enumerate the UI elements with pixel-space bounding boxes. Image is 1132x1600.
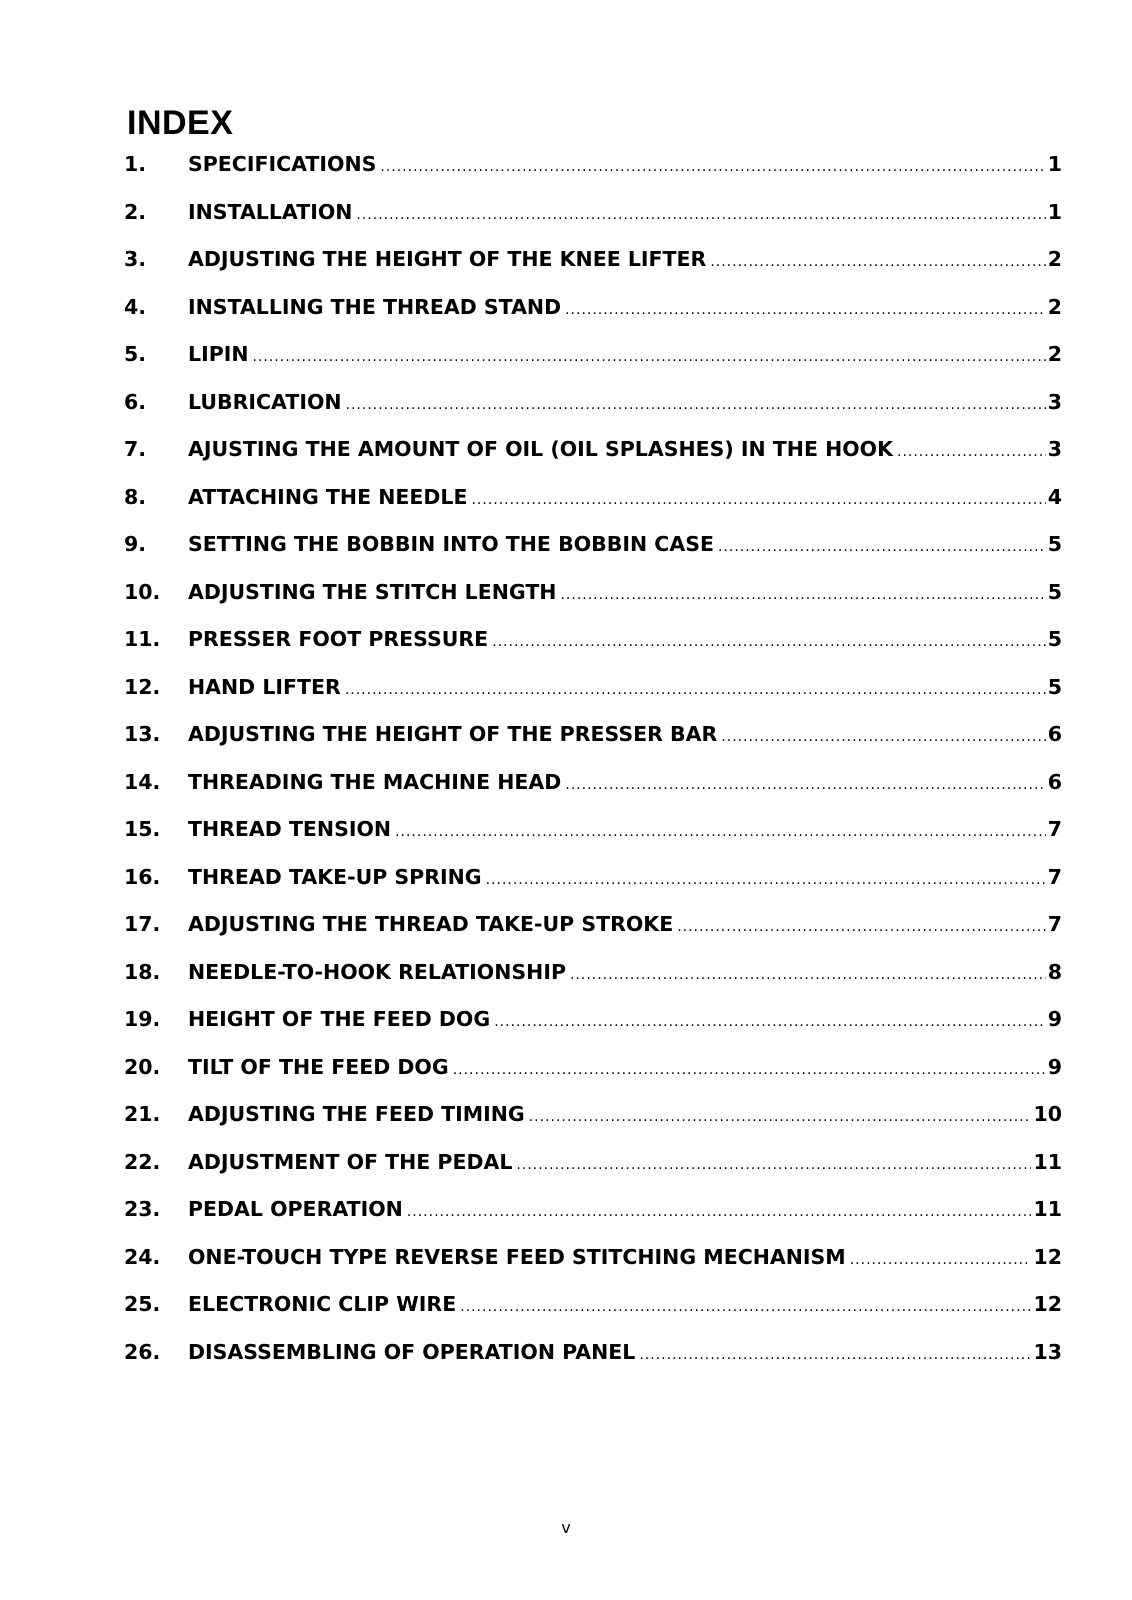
toc-entry-page: 13: [1033, 1339, 1062, 1364]
table-of-contents: [124, 152, 1062, 1387]
toc-entry-page: 3: [1047, 437, 1062, 461]
toc-entry-number: 9.: [124, 532, 147, 556]
toc-entry-label: THREAD TAKE-UP SPRING: [188, 864, 482, 889]
toc-entry[interactable]: [124, 342, 1062, 390]
toc-entry-page: 4: [1047, 484, 1062, 509]
toc-entry-label: INSTALLING THE THREAD STAND: [188, 294, 562, 319]
toc-entry-number: 16.: [124, 864, 161, 889]
toc-entry-page: 12: [1033, 1292, 1062, 1316]
toc-entry[interactable]: [124, 865, 1062, 913]
dot-leader: [395, 824, 1046, 840]
toc-entry[interactable]: [124, 247, 1062, 295]
toc-entry-page: 1: [1047, 199, 1062, 224]
toc-entry-number: 3.: [124, 247, 147, 271]
toc-entry[interactable]: [124, 722, 1062, 770]
toc-entry-label: SETTING THE BOBBIN INTO THE BOBBIN CASE: [188, 532, 714, 556]
toc-entry-label: AJUSTING THE AMOUNT OF OIL (OIL SPLASHES) IN THE HOOK: [188, 437, 893, 461]
toc-entry[interactable]: [124, 200, 1062, 248]
dot-leader: [721, 729, 1045, 745]
toc-entry-number: 6.: [124, 389, 147, 414]
dot-leader: [253, 349, 1046, 365]
index-title: INDEX: [127, 104, 234, 142]
dot-leader: [346, 397, 1046, 413]
toc-entry-label: THREADING THE MACHINE HEAD: [188, 769, 562, 794]
toc-entry-number: 21.: [124, 1102, 161, 1126]
toc-entry[interactable]: [124, 627, 1062, 675]
toc-entry-number: 11.: [124, 627, 161, 651]
toc-entry-label: ADJUSTING THE THREAD TAKE-UP STROKE: [188, 912, 674, 936]
toc-entry-page: 5: [1047, 579, 1062, 604]
toc-entry-number: 19.: [124, 1007, 161, 1031]
toc-entry-label: HEIGHT OF THE FEED DOG: [188, 1007, 491, 1031]
toc-entry-page: 11: [1033, 1197, 1062, 1221]
toc-entry-number: 5.: [124, 342, 147, 366]
toc-entry[interactable]: [124, 960, 1062, 1008]
dot-leader: [460, 1299, 1031, 1315]
toc-entry-page: 10: [1033, 1102, 1062, 1126]
toc-entry-number: 26.: [124, 1339, 161, 1364]
toc-entry-number: 12.: [124, 674, 161, 699]
toc-entry[interactable]: [124, 1007, 1062, 1055]
toc-entry-number: 2.: [124, 199, 147, 224]
dot-leader: [356, 207, 1045, 223]
toc-entry-label: ATTACHING THE NEEDLE: [188, 484, 468, 509]
toc-entry-page: 5: [1047, 627, 1062, 651]
toc-entry[interactable]: [124, 1340, 1062, 1388]
toc-entry-label: LUBRICATION: [188, 389, 342, 414]
toc-entry-number: 24.: [124, 1244, 161, 1269]
dot-leader: [570, 967, 1046, 983]
toc-entry-page: 6: [1047, 722, 1062, 746]
toc-entry-page: 8: [1047, 959, 1062, 984]
toc-entry-page: 2: [1047, 247, 1062, 271]
toc-entry-label: ADJUSTING THE FEED TIMING: [188, 1102, 525, 1126]
dot-leader: [565, 777, 1045, 793]
toc-entry[interactable]: [124, 1197, 1062, 1245]
toc-entry[interactable]: [124, 152, 1062, 200]
toc-entry-number: 23.: [124, 1197, 161, 1221]
toc-entry[interactable]: [124, 437, 1062, 485]
toc-entry-number: 20.: [124, 1054, 161, 1079]
toc-entry-number: 15.: [124, 817, 161, 841]
toc-entry[interactable]: [124, 1102, 1062, 1150]
toc-entry-page: 5: [1047, 532, 1062, 556]
toc-entry[interactable]: [124, 485, 1062, 533]
dot-leader: [639, 1347, 1031, 1363]
toc-entry-label: DISASSEMBLING OF OPERATION PANEL: [188, 1339, 636, 1364]
toc-entry-label: ADJUSTING THE HEIGHT OF THE KNEE LIFTER: [188, 247, 707, 271]
toc-entry-number: 18.: [124, 959, 161, 984]
toc-entry-page: 2: [1047, 342, 1062, 366]
toc-entry-label: NEEDLE-TO-HOOK RELATIONSHIP: [188, 959, 566, 984]
dot-leader: [677, 919, 1046, 935]
toc-entry-page: 7: [1047, 817, 1062, 841]
dot-leader: [486, 872, 1046, 888]
toc-entry-number: 14.: [124, 769, 161, 794]
toc-entry-label: PRESSER FOOT PRESSURE: [188, 627, 489, 651]
toc-entry-label: ELECTRONIC CLIP WIRE: [188, 1292, 457, 1316]
toc-entry-page: 12: [1033, 1244, 1062, 1269]
page-number: v: [561, 1518, 571, 1537]
toc-entry-number: 17.: [124, 912, 161, 936]
toc-entry[interactable]: [124, 675, 1062, 723]
toc-entry-page: 2: [1047, 294, 1062, 319]
toc-entry-label: THREAD TENSION: [188, 817, 392, 841]
toc-entry-label: LIPIN: [188, 342, 249, 366]
toc-entry-number: 7.: [124, 437, 147, 461]
dot-leader: [565, 302, 1046, 318]
toc-entry-number: 22.: [124, 1149, 161, 1174]
toc-entry-number: 25.: [124, 1292, 161, 1316]
toc-entry-page: 7: [1047, 864, 1062, 889]
toc-entry-page: 7: [1047, 912, 1062, 936]
toc-entry-number: 8.: [124, 484, 147, 509]
dot-leader: [710, 254, 1045, 270]
toc-entry-label: ADJUSTMENT OF THE PEDAL: [188, 1149, 513, 1174]
toc-entry[interactable]: [124, 295, 1062, 343]
toc-entry[interactable]: [124, 532, 1062, 580]
toc-entry[interactable]: [124, 1292, 1062, 1340]
toc-entry[interactable]: [124, 1150, 1062, 1198]
dot-leader: [453, 1062, 1046, 1078]
dot-leader: [560, 587, 1045, 603]
toc-entry[interactable]: [124, 817, 1062, 865]
dot-leader: [494, 1014, 1046, 1030]
dot-leader: [718, 539, 1046, 555]
toc-entry-page: 9: [1047, 1007, 1062, 1031]
toc-entry[interactable]: [124, 1245, 1062, 1293]
toc-entry-page: 5: [1047, 674, 1062, 699]
dot-leader: [407, 1204, 1032, 1220]
toc-entry-label: ONE-TOUCH TYPE REVERSE FEED STITCHING MECHANISM: [188, 1244, 846, 1269]
toc-entry-label: ADJUSTING THE STITCH LENGTH: [188, 579, 557, 604]
toc-entry[interactable]: [124, 912, 1062, 960]
toc-entry-page: 9: [1047, 1054, 1062, 1079]
dot-leader: [492, 634, 1046, 650]
toc-entry-number: 10.: [124, 579, 161, 604]
toc-entry-label: INSTALLATION: [188, 199, 353, 224]
toc-entry-number: 13.: [124, 722, 161, 746]
dot-leader: [897, 444, 1046, 460]
toc-entry-number: 1.: [124, 152, 147, 176]
dot-leader: [850, 1252, 1032, 1268]
toc-entry-label: PEDAL OPERATION: [188, 1197, 403, 1221]
toc-entry-page: 1: [1047, 152, 1062, 176]
toc-entry[interactable]: [124, 770, 1062, 818]
toc-entry-label: ADJUSTING THE HEIGHT OF THE PRESSER BAR: [188, 722, 718, 746]
toc-entry-page: 11: [1033, 1149, 1062, 1174]
dot-leader: [380, 159, 1045, 175]
toc-entry[interactable]: [124, 390, 1062, 438]
toc-entry-page: 6: [1047, 769, 1062, 794]
toc-entry-label: TILT OF THE FEED DOG: [188, 1054, 449, 1079]
toc-entry[interactable]: [124, 1055, 1062, 1103]
dot-leader: [516, 1157, 1031, 1173]
toc-entry-number: 4.: [124, 294, 147, 319]
toc-entry[interactable]: [124, 580, 1062, 628]
toc-entry-page: 3: [1047, 389, 1062, 414]
dot-leader: [471, 492, 1045, 508]
toc-entry-label: SPECIFICATIONS: [188, 152, 377, 176]
dot-leader: [529, 1109, 1032, 1125]
dot-leader: [345, 682, 1046, 698]
toc-entry-label: HAND LIFTER: [188, 674, 341, 699]
